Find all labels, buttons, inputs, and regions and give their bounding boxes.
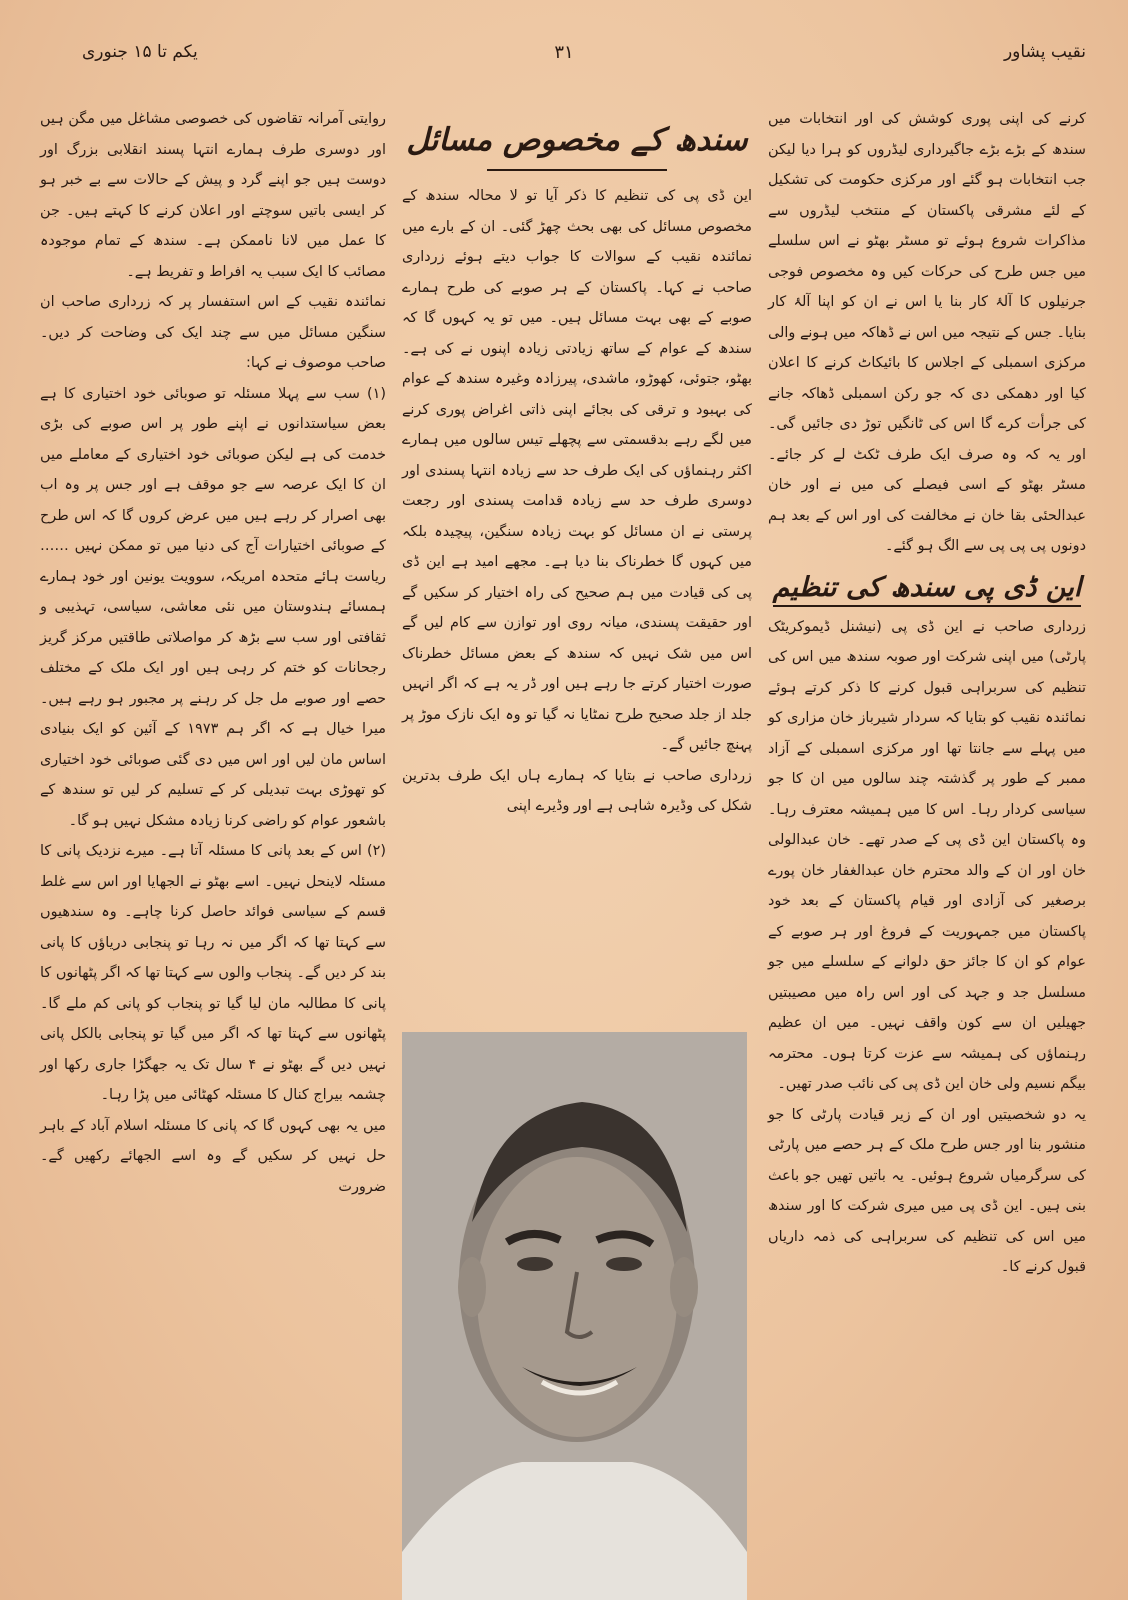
right-column xyxy=(768,104,1086,1283)
middle-column-paragraph: این ڈی پی کی تنظیم کا ذکر آیا تو لا محالہ سندھ کے مخصوص مسائل کی بھی بحث چھڑ گئی۔ ان کے بارے میں نمائندہ نقیب کے سوالات کا جواب دیتے ہوئے زرداری صاحب نے کہا۔ پاکستان کے ہر صوبے کی طرح ہمارے صوبے کے بھی بہت مسائل ہیں۔ میں تو یہ کہوں گا کہ سندھ کے عوام کے ساتھ زیادتی زیادہ اپنوں نے کی ہے۔ بھٹو، جتوئی، کھوڑو، ماشدی، پیرزادہ وغیرہ سندھ کے عوام کی بہبود و ترقی کی بجائے اپنی ذاتی اغراض پوری کرنے میں لگے رہے بدقسمتی سے پچھلے تیس سالوں میں ہمارے اکثر رہنماؤں کی ایک طرف حد سے زیادہ انتہا پسندی اور دوسری طرف حد سے زیادہ قدامت پسندی اور رجعت پرستی نے ان مسائل کو بہت زیادہ سنگین، پیچیدہ بلکہ میں کہوں گا خطرناک بنا دیا ہے۔ مجھے امید ہے این ڈی پی کی قیادت میں ہم صحیح کی راہ اختیار کر سکیں گے اور حقیقت پسندی، میانہ روی اور توازن سے کام لیں گے اس میں شک نہیں کہ سندھ کے بعض مسائل خطرناک صورت اختیار کرتے جا رہے ہیں اور ڈر یہ ہے کہ اگر انہیں جلد از جلد صحیح طرح نمٹایا نہ گیا تو وہ ایک نازک موڑ پر پہنچ جائیں گے۔ xyxy=(402,188,752,753)
left-column-paragraph: میں یہ بھی کہوں گا کہ پانی کا مسئلہ اسلام آباد کے باہر حل نہیں کر سکیں گے وہ اسے الجھائے رکھیں گے۔ ضرورت xyxy=(40,1117,386,1195)
left-column-paragraph: (۱) سب سے پہلا مسئلہ تو صوبائی خود اختیاری کا ہے بعض سیاستدانوں نے اپنے طور پر اس صوبے کی بڑی خدمت کی ہے لیکن صوبائی خود اختیاری کے معاملے میں ان کا ایک عرصہ سے جو موقف ہے اور جس پر وہ اب بھی اصرار کر رہے ہیں میں عرض کروں گا کہ اس طرح کے صوبائی اختیارات آج کی دنیا میں تو ممکن نہیں …… ریاست ہائے متحدہ امریکہ، سوویت یونین اور خود ہمارے ہمسائے ہندوستان میں نئی معاشی، سیاسی، تہذیبی و ثقافتی اور سب سے بڑھ کر مواصلاتی طاقتیں مرکز گریز رجحانات کو ختم کر رہی ہیں اور ایک ملک کے مختلف حصے اور صوبے مل جل کر رہنے پر مجبور ہو رہے ہیں۔ میرا خیال ہے کہ اگر ہم ۱۹۷۳ کے آئین کو ایک بنیادی اساس مان لیں اور اس میں دی گئی صوبائی خود اختیاری کو تھوڑی بہت تبدیلی کر کے تسلیم کر لیں تو سندھ کے باشعور عوام کو راضی کرنا زیادہ مشکل نہیں ہو گا۔ xyxy=(40,385,386,829)
right-column-paragraph: کرنے کی اپنی پوری کوشش کی اور انتخابات میں سندھ کے بڑے بڑے جاگیرداری لیڈروں کو ہرا دیا لیکن جب انتخابات ہو گئے اور مرکزی حکومت کی تشکیل کے لئے مشرقی پاکستان کے منتخب لیڈروں سے مذاکرات شروع ہوئے تو مسٹر بھٹو نے اس سلسلے میں جس طرح کی حرکات کیں وہ مخصوص فوجی جرنیلوں کا آلۂ کار بنا یا اس نے ان کو اپنا آلۂ کار بنایا۔ جس کے نتیجہ میں اس نے ڈھاکہ میں ہونے والی مرکزی اسمبلی کے اجلاس کا بائیکاٹ کرنے کا اعلان کیا اور دھمکی دی کہ جو رکن اسمبلی ڈھاکہ جانے کی جرأت کرے گا اس کی ٹانگیں توڑ دی جائیں گی۔ اور یہ کہ وہ صرف ایک طرف ٹکٹ لے کر جائے۔ مسٹر بھٹو کے اسی فیصلے کی میں نے اور خان عبدالحئی بقا خان نے مخالفت کی اور اس کے بعد ہم دونوں پی پی پی سے الگ ہو گئے۔ xyxy=(768,111,1086,554)
section-title-ndp-sindh xyxy=(768,566,1086,610)
header-publication-name: نقیب پشاور xyxy=(1003,42,1086,62)
title-underline xyxy=(487,169,667,171)
header-page-number: ۳۱ xyxy=(554,42,574,63)
portrait-illustration xyxy=(402,1032,747,1600)
middle-column-paragraph: زرداری صاحب نے بتایا کہ ہمارے ہاں ایک طرف بدترین شکل کی وڈیرہ شاہی ہے اور وڈیرے اپنی xyxy=(402,767,752,814)
right-column-paragraph: یہ دو شخصیتیں اور ان کے زیر قیادت پارٹی کا جو منشور بنا اور جس طرح ملک کے ہر حصے میں پارٹی کی سرگرمیاں شروع ہوئیں۔ یہ باتیں تھیں جو باعث بنی ہیں۔ این ڈی پی میں میری شرکت کا اور سندھ میں اس کی تنظیم کی سربراہی کی ذمہ داریاں قبول کرنے کا۔ xyxy=(768,1106,1086,1275)
header-issue-date: یکم تا ۱۵ جنوری xyxy=(82,42,198,62)
left-column xyxy=(40,104,386,1202)
left-column-paragraph: روایتی آمرانہ تقاضوں کی خصوصی مشاغل میں مگن ہیں اور دوسری طرف ہمارے انتہا پسند انقلابی بزرگ اور دوست ہیں جو اپنے گرد و پیش کے حالات سے بے خبر ہو کر ایسی باتیں سوچتے اور اعلان کرنے کا کہتے ہیں۔ جن کا عمل میں لانا ناممکن ہے۔ سندھ کے تمام موجودہ مصائب کا ایک سبب یہ افراط و تفریط ہے۔ xyxy=(40,111,386,280)
article-title-sindh-issues: سندھ کے مخصوص مسائل xyxy=(406,122,748,158)
left-column-paragraph: (۲) اس کے بعد پانی کا مسئلہ آتا ہے۔ میرے نزدیک پانی کا مسئلہ لاینحل نہیں۔ اسے بھٹو نے الجھایا اور اس سے غلط قسم کے سیاسی فوائد حاصل کرنا چاہے۔ وہ سندھیوں سے کہتا تھا کہ اگر میں نہ رہا تو پنجابی دریاؤں کا پانی بند کر دیں گے۔ پنجاب والوں سے کہتا تھا کہ اگر پٹھانوں کا پانی کا مطالبہ مان لیا گیا تو پنجاب کو پانی کم ملے گا۔ پٹھانوں سے کہتا تھا کہ اگر میں گیا تو پنجابی بالکل پانی نہیں دیں گے بھٹو نے ۴ سال تک یہ جھگڑا جاری رکھا اور چشمہ بیراج کنال کا مسئلہ کھٹائی میں پڑا رہا۔ xyxy=(40,843,386,1103)
section-title-text: این ڈی پی سندھ کی تنظیم xyxy=(773,572,1082,607)
left-column-paragraph: نمائندہ نقیب کے اس استفسار پر کہ زرداری صاحب ان سنگین مسائل میں سے چند ایک کی وضاحت کر دیں۔ صاحب موصوف نے کہا: xyxy=(40,294,386,371)
right-column-paragraph: زرداری صاحب نے این ڈی پی (نیشنل ڈیموکریٹک پارٹی) میں اپنی شرکت اور صوبہ سندھ میں اس کی تنظیم کی سربراہی قبول کرنے کا ذکر کرتے ہوئے نمائندہ نقیب کو بتایا کہ سردار شیرباز خان مزاری کو میں پہلے سے جانتا تھا اور مرکزی اسمبلی کے آزاد ممبر کے طور پر گذشتہ چند سالوں میں ان کا جو سیاسی کردار رہا۔ اس کا میں ہمیشہ معترف رہا۔ وہ پاکستان این ڈی پی کے صدر تھے۔ خان عبدالولی خان اور ان کے والد محترم خان عبدالغفار خان پورے برصغیر کی آزادی اور قیام پاکستان کے بعد خود پاکستان میں جمہوریت کے فروغ اور ہر صوبے کے عوام کو ان کا جائز حق دلوانے کے سلسلے میں جو مسلسل جد و جہد کی اور اس راہ میں مصیبتیں جھیلیں ان سے کون واقف نہیں۔ میں ان عظیم رہنماؤں کی ہمیشہ سے عزت کرتا ہوں۔ محترمہ بیگم نسیم ولی خان این ڈی پی کی نائب صدر تھیں۔ xyxy=(768,618,1086,1092)
middle-column xyxy=(402,117,752,822)
portrait-photo xyxy=(402,1032,747,1600)
